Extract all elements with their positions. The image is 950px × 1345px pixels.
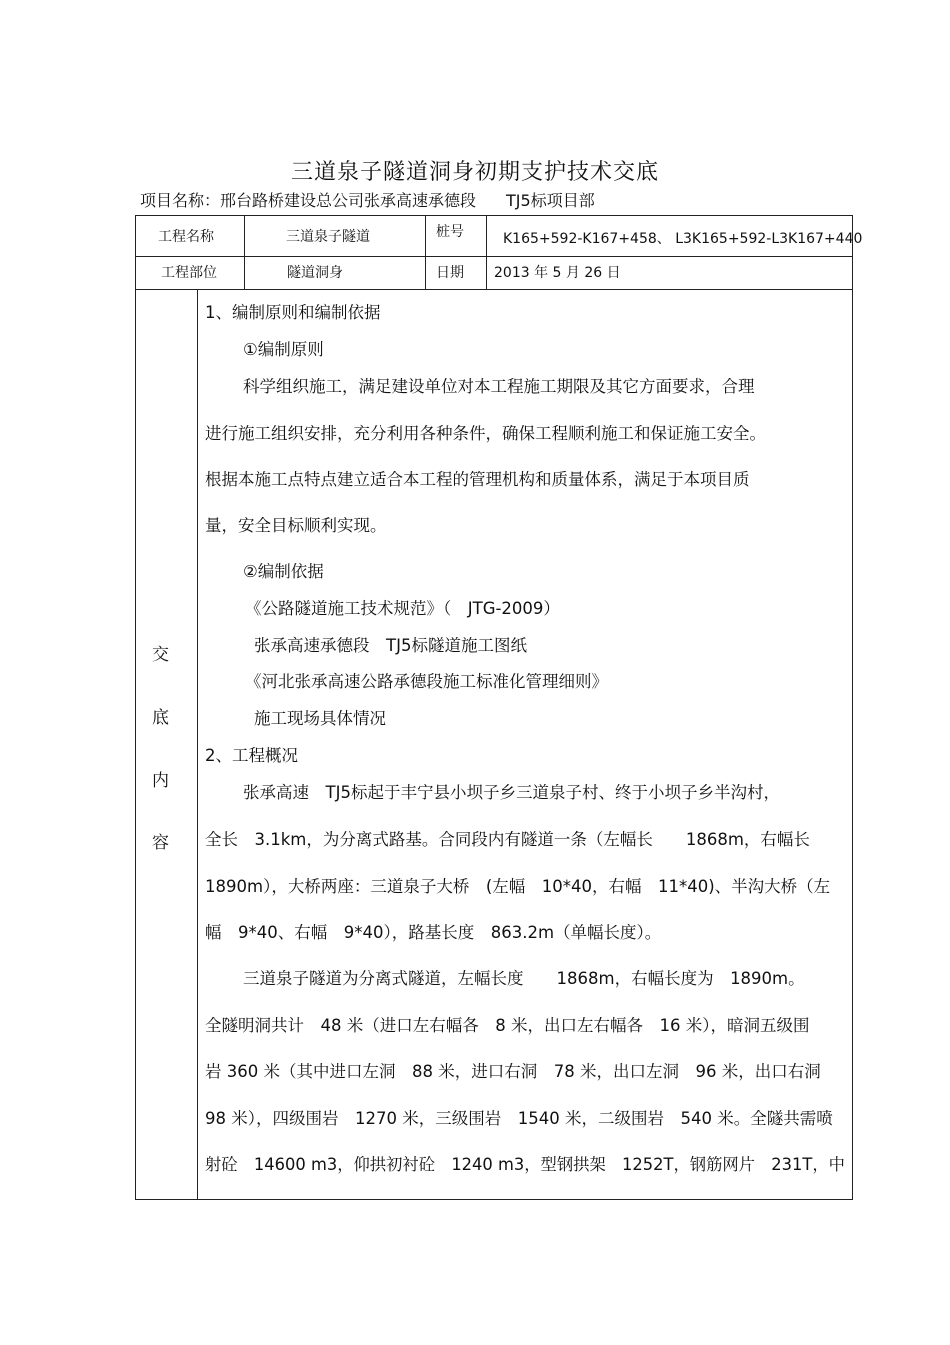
paragraph-line: 1890m），大桥两座：三道泉子大桥 (左幅 10*40，右幅 11*40)、半沟大桥（左 bbox=[205, 877, 831, 896]
paragraph-line: 量，安全目标顺利实现。 bbox=[205, 516, 387, 535]
project-name-label: 工程名称 bbox=[158, 229, 214, 245]
work-part-value: 隧道洞身 bbox=[287, 265, 343, 281]
col-divider-2 bbox=[425, 215, 426, 289]
date-value: 2013 年 5 月 26 日 bbox=[494, 265, 621, 281]
document-title: 三道泉子隧道洞身初期支护技术交底 bbox=[290, 160, 659, 185]
side-label-char: 交 bbox=[152, 645, 169, 665]
section-1-heading: 1、编制原则和编制依据 bbox=[205, 303, 381, 322]
col-divider-3 bbox=[486, 215, 487, 289]
side-label-char: 内 bbox=[152, 771, 169, 791]
reference-item: 施工现场具体情况 bbox=[254, 709, 386, 728]
paragraph-line: 张承高速 TJ5标起于丰宁县小坝子乡三道泉子村、终于小坝子乡半沟村， bbox=[243, 783, 780, 802]
row-divider-2 bbox=[135, 289, 853, 290]
col-divider-1 bbox=[244, 215, 245, 289]
paragraph-line: 射砼 14600 m3，仰拱初衬砼 1240 m3，型钢拱架 1252T，钢筋网片 231T，中 bbox=[205, 1155, 845, 1174]
section-1-sub-2: ②编制依据 bbox=[243, 562, 324, 581]
row-divider-1 bbox=[135, 256, 853, 257]
paragraph-line: 进行施工组织安排，充分利用各种条件，确保工程顺利施工和保证施工安全。 bbox=[205, 424, 766, 443]
content-divider bbox=[197, 289, 198, 1200]
paragraph-line: 98 米），四级围岩 1270 米，三级围岩 1540 米，二级围岩 540 米。全隧共需喷 bbox=[205, 1109, 833, 1128]
project-label: 项目名称： bbox=[140, 191, 221, 210]
side-label-char: 底 bbox=[152, 708, 169, 728]
project-name: 邢台路桥建设总公司张承高速承德段 bbox=[220, 191, 477, 210]
section-1-sub-1: ①编制原则 bbox=[243, 340, 324, 359]
paragraph-line: 岩 360 米（其中进口左洞 88 米，进口右洞 78 米，出口左洞 96 米，出口右洞 bbox=[205, 1062, 821, 1081]
reference-item: 《河北张承高速公路承德段施工标准化管理细则》 bbox=[245, 672, 608, 691]
work-part-label: 工程部位 bbox=[161, 265, 217, 281]
paragraph-line: 三道泉子隧道为分离式隧道，左幅长度 1868m，右幅长度为 1890m。 bbox=[243, 969, 805, 988]
station-value: K165+592-K167+458、 L3K165+592-L3K167+440 bbox=[503, 231, 863, 247]
section-2-heading: 2、工程概况 bbox=[205, 746, 298, 765]
disclosure-table bbox=[135, 215, 853, 1200]
date-label: 日期 bbox=[436, 265, 464, 281]
project-section: TJ5标项目部 bbox=[506, 191, 595, 210]
paragraph-line: 全长 3.1km，为分离式路基。合同段内有隧道一条（左幅长 1868m，右幅长 bbox=[205, 830, 810, 849]
paragraph-line: 科学组织施工，满足建设单位对本工程施工期限及其它方面要求，合理 bbox=[243, 377, 755, 396]
reference-item: 《公路隧道施工技术规范》（ JTG-2009） bbox=[245, 599, 560, 618]
side-label-char: 容 bbox=[152, 833, 169, 853]
station-label: 桩号 bbox=[436, 224, 464, 240]
paragraph-line: 全隧明洞共计 48 米（进口左右幅各 8 米，出口左右幅各 16 米），暗洞五级围 bbox=[205, 1016, 810, 1035]
paragraph-line: 根据本施工点特点建立适合本工程的管理机构和质量体系，满足于本项目质 bbox=[205, 470, 750, 489]
reference-item: 张承高速承德段 TJ5标隧道施工图纸 bbox=[254, 636, 527, 655]
project-line bbox=[140, 188, 595, 211]
project-name-value: 三道泉子隧道 bbox=[286, 229, 370, 245]
paragraph-line: 幅 9*40、右幅 9*40），路基长度 863.2m（单幅长度）。 bbox=[205, 923, 662, 942]
